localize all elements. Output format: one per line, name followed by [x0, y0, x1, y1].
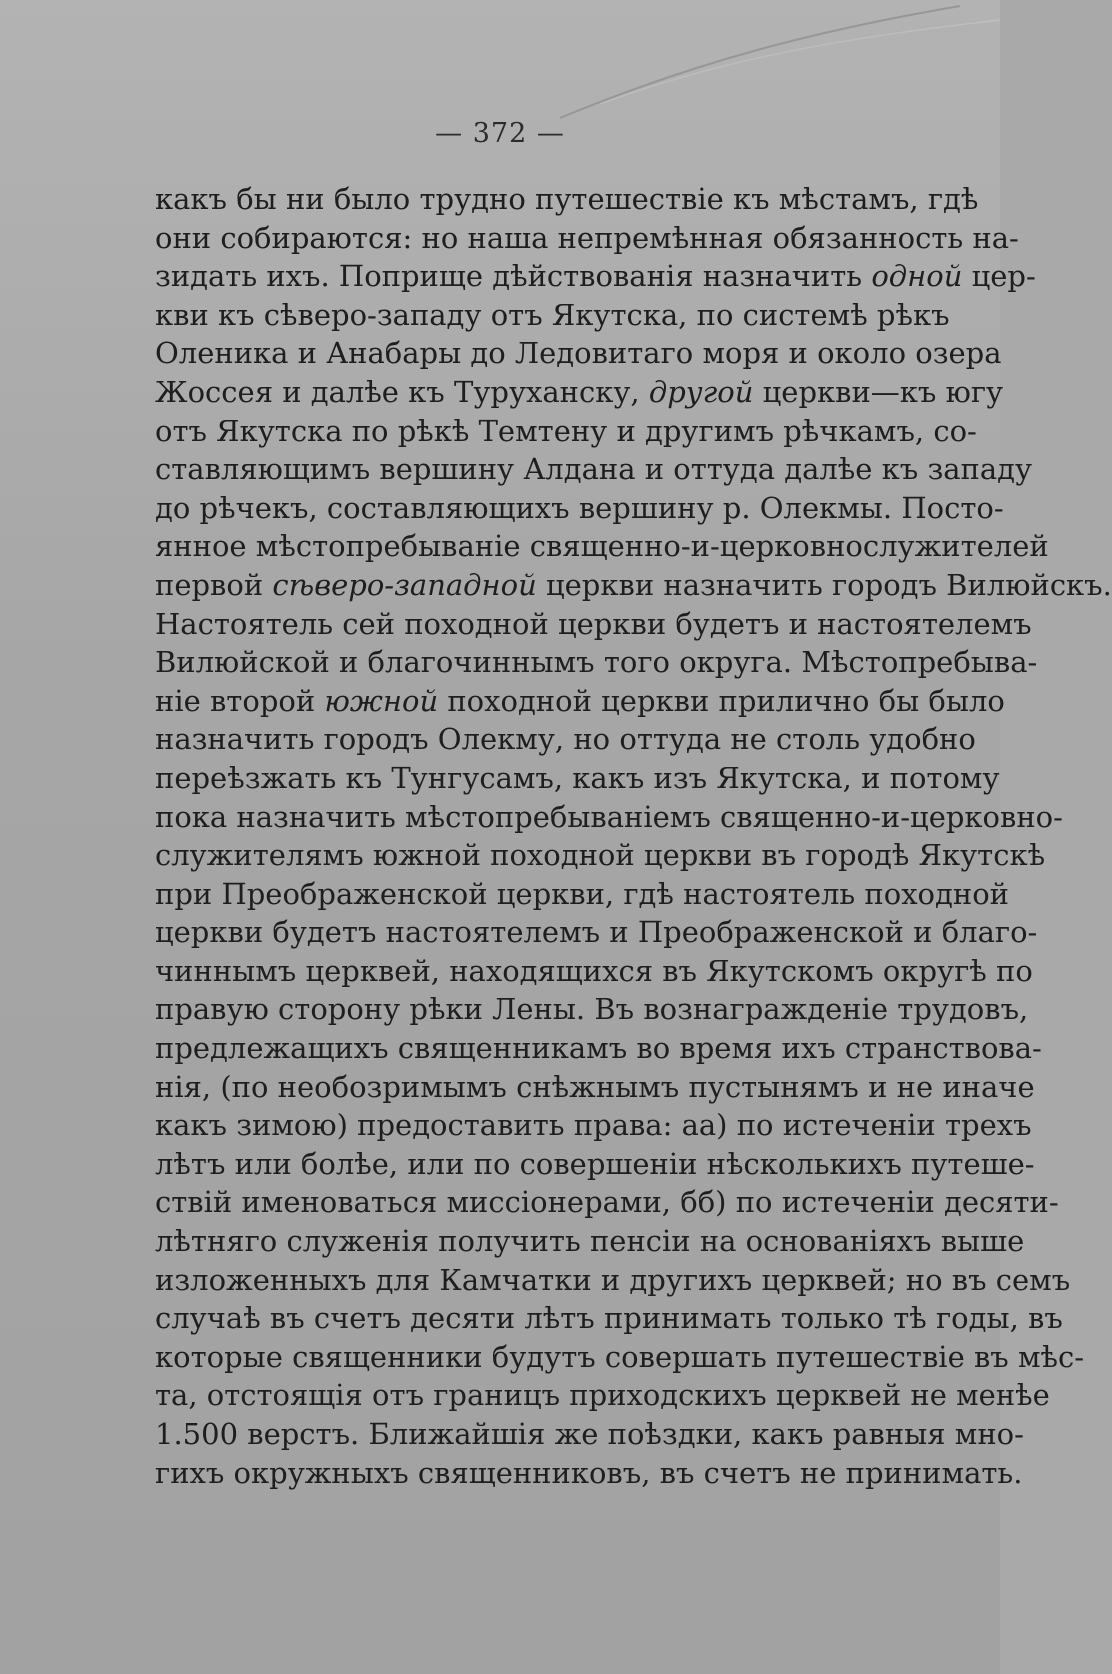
text-run: какъ бы ни было трудно путешествіе къ мѣстамъ, гдѣ — [155, 182, 979, 216]
text-line — [155, 450, 1033, 489]
text-line — [155, 952, 1033, 991]
text-run: переѣзжать къ Тунгусамъ, какъ изъ Якутска, и потому — [155, 760, 1000, 795]
text-line — [155, 1338, 1085, 1377]
text-line — [155, 566, 1112, 605]
text-run: чиннымъ церквей, находящихся въ Якутскомъ округѣ по — [155, 953, 1033, 988]
text-line — [155, 489, 1004, 528]
text-line — [155, 1299, 1063, 1338]
text-run: церкви назначить городъ Вилюйскъ. — [536, 567, 1112, 602]
text-run: при Преображенской церкви, гдѣ настоятель походной — [155, 876, 1009, 911]
text-run: церкви будетъ настоятелемъ и Преображенской и благо- — [155, 915, 1038, 950]
text-run: какъ зимою) предоставить права: аа) по истеченіи трехъ — [155, 1108, 1032, 1143]
text-run: правую сторону рѣки Лены. Въ вознагражденіе трудовъ, — [155, 992, 1029, 1027]
text-line — [155, 798, 1063, 837]
text-line — [155, 296, 950, 335]
text-line — [155, 643, 1038, 682]
text-run: ніе второй — [155, 683, 325, 718]
text-line — [155, 990, 1029, 1029]
text-run: которые священники будутъ совершать путешествіе въ мѣс- — [155, 1339, 1085, 1374]
text-line — [155, 1106, 1032, 1145]
text-run: Оленика и Анабары до Ледовитаго моря и около озера — [155, 336, 1002, 371]
text-line — [155, 836, 1046, 875]
italic-text-run: другой — [648, 374, 754, 409]
text-line — [155, 1376, 1050, 1415]
text-run: пока назначить мѣстопребываніемъ священно-и-церковно- — [155, 799, 1063, 834]
text-line — [155, 527, 1049, 566]
text-line — [155, 720, 976, 759]
text-run: изложенныхъ для Камчатки и другихъ церквей; но въ семъ — [155, 1262, 1071, 1297]
text-line — [155, 180, 979, 219]
text-line — [155, 1454, 1023, 1493]
text-line — [155, 219, 1019, 258]
text-line — [155, 1222, 1025, 1261]
page-body-text — [155, 180, 1112, 1492]
text-run: Жоссея и далѣе къ Туруханску, — [155, 374, 649, 409]
italic-text-run: сѣверо-западной — [272, 567, 537, 602]
text-run: первой — [155, 567, 273, 602]
text-run: 1.500 верстъ. Ближайшія же поѣздки, какъ равныя мно- — [155, 1417, 1024, 1451]
text-run: кви къ сѣверо-западу отъ Якутска, по системѣ рѣкъ — [155, 297, 950, 332]
text-line — [155, 412, 977, 451]
text-run: гихъ окружныхъ священниковъ, въ счетъ не принимать. — [155, 1455, 1023, 1490]
text-run: они собираются: но наша непремѣнная обязанность на- — [155, 220, 1019, 255]
text-line — [155, 1029, 1042, 1068]
text-line — [155, 875, 1009, 914]
text-line — [155, 334, 1002, 373]
text-line — [155, 1145, 1035, 1184]
text-run: лѣтняго служенія получить пенсіи на основаніяхъ выше — [155, 1224, 1025, 1259]
text-run: Настоятель сей походной церкви будетъ и настоятелемъ — [155, 606, 1032, 641]
text-run: та, отстоящія отъ границъ приходскихъ церквей не менѣе — [155, 1378, 1050, 1413]
text-run: церкви—къ югу — [753, 374, 1004, 409]
text-line — [155, 1183, 1059, 1222]
text-run: до рѣчекъ, составляющихъ вершину р. Олекмы. Посто- — [155, 490, 1004, 525]
text-line — [155, 1261, 1071, 1300]
italic-text-run: одной — [871, 259, 963, 294]
text-run: лѣтъ или болѣе, или по совершеніи нѣсколькихъ путеше- — [155, 1146, 1035, 1181]
text-line — [155, 1415, 1024, 1454]
text-line — [155, 257, 1036, 296]
text-run: нія, (по необозримымъ снѣжнымъ пустынямъ и не иначе — [155, 1069, 1035, 1104]
text-run: цер- — [962, 259, 1036, 294]
text-line — [155, 759, 1000, 798]
text-line — [155, 1068, 1035, 1107]
text-run: случаѣ въ счетъ десяти лѣтъ принимать только тѣ годы, въ — [155, 1301, 1063, 1336]
text-run: служителямъ южной походной церкви въ городѣ Якутскѣ — [155, 838, 1046, 873]
text-run: ставляющимъ вершину Алдана и оттуда далѣе къ западу — [155, 452, 1033, 487]
text-run: предлежащихъ священникамъ во время ихъ странствова- — [155, 1031, 1042, 1066]
text-line — [155, 682, 1005, 721]
text-run: ствій именоваться миссіонерами, бб) по истеченіи десяти- — [155, 1185, 1059, 1220]
italic-text-run: южной — [324, 683, 439, 718]
text-run: назначить городъ Олекму, но оттуда не столь удобно — [155, 722, 976, 757]
text-run: янное мѣстопребываніе священно-и-церковнослужителей — [155, 529, 1049, 564]
text-line — [155, 605, 1032, 644]
text-run: Вилюйской и благочиннымъ того округа. Мѣстопребыва- — [155, 645, 1038, 680]
page-number: — 372 — — [435, 118, 565, 149]
text-run: походной церкви прилично бы было — [438, 683, 1005, 718]
text-line — [155, 913, 1038, 952]
text-run: отъ Якутска по рѣкѣ Темтену и другимъ рѣчкамъ, со- — [155, 413, 977, 448]
text-run: зидать ихъ. Поприще дѣйствованія назначить — [155, 259, 872, 294]
text-line — [155, 373, 1004, 412]
